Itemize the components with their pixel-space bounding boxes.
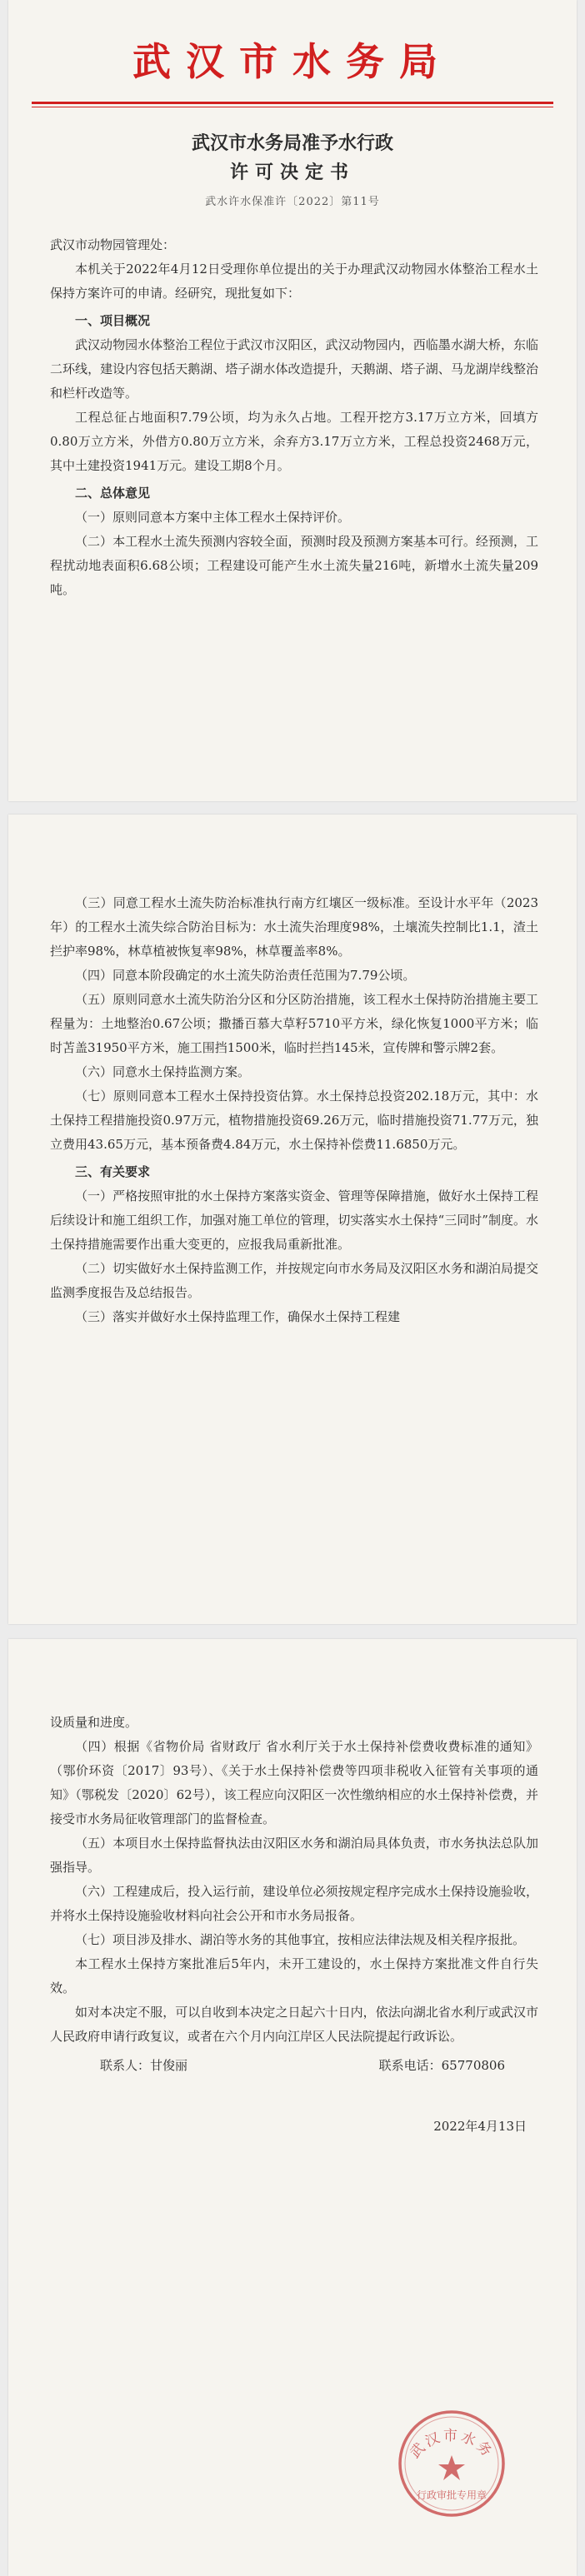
paragraph: 工程总征占地面积7.79公顷，均为永久占地。工程开挖方3.17万立方米，回填方0.80万立方米，外借方0.80万立方米，余弃方3.17万立方米，工程总投资2468万元，其中土建投资1941万元。建设工期8个月。 xyxy=(50,410,538,474)
document-number: 武水许水保准许〔2022〕第11号 xyxy=(205,196,380,209)
seal-bottom-text: 行政审批专用章 xyxy=(416,2489,488,2501)
paragraph: 武汉动物园水体整治工程位于武汉市汉阳区，武汉动物园内，西临墨水湖大桥，东临二环线，建设内容包括天鹅湖、塔子湖水体改造提升，天鹅湖、塔子湖、马龙湖岸线整治和栏杆改造等。 xyxy=(50,337,538,401)
section-heading: 一、项目概况 xyxy=(75,313,151,329)
issue-date: 2022年4月13日 xyxy=(433,2119,527,2134)
contact-row xyxy=(50,2054,538,2078)
document-page-3 xyxy=(8,1639,577,2576)
paragraph: （三）落实并做好水土保持监理工作，确保水土保持工程建 xyxy=(75,1309,401,1324)
paragraph: （五）原则同意水土流失防治分区和分区防治措施，该工程水土保持防治措施主要工程量为：土地整治0.67公顷；撒播百慕大草籽5710平方米，绿化恢复1000平方米；临时苫盖31950平方米，施工围挡1500米，临时拦挡145米，宣传牌和警示牌2套。 xyxy=(50,992,538,1055)
paragraph: （四）同意本阶段确定的水土流失防治责任范围为7.79公顷。 xyxy=(75,968,416,983)
document-page-2 xyxy=(8,815,577,1624)
contact-phone: 联系电话：65770806 xyxy=(378,2058,505,2073)
paragraph: （七）项目涉及排水、湖泊等水务的其他事宜，按相应法律法规及相关程序报批。 xyxy=(75,1932,526,1947)
paragraph: （六）同意水土保持监测方案。 xyxy=(75,1064,251,1079)
paragraph: 本机关于2022年4月12日受理你单位提出的关于办理武汉动物园水体整治工程水土保持方案许可的申请。经研究，现批复如下： xyxy=(50,262,538,301)
contact-person: 联系人：甘俊丽 xyxy=(100,2058,188,2073)
page-fade xyxy=(8,815,577,845)
red-divider xyxy=(32,102,553,104)
paragraph: （二）本工程水土流失预测内容较全面，预测时段及预测方案基本可行。经预测，工程扰动地表面积6.68公顷；工程建设可能产生水土流失量216吨，新增水土流失量209吨。 xyxy=(50,534,538,598)
paragraph: 本工程水土保持方案批准后5年内，未开工建设的，水土保持方案批准文件自行失效。 xyxy=(50,1956,538,1996)
document-subtitle: 许可决定书 xyxy=(229,162,355,184)
salutation: 武汉市动物园管理处： xyxy=(50,237,176,253)
letterhead: 武汉市水务局 xyxy=(132,39,452,84)
section-heading: 二、总体意见 xyxy=(75,486,151,501)
paragraph: 如对本决定不服，可以自收到本决定之日起六十日内，依法向湖北省水利厅或武汉市人民政府申请行政复议，或者在六个月内向江岸区人民法院提起行政诉讼。 xyxy=(50,2005,538,2044)
paragraph: （三）同意工程水土流失防治标准执行南方红壤区一级标准。至设计水平年（2023年）的工程水土流失综合防治目标为：水土流失治理度98%，土壤流失控制比1.1，渣土拦护率98%，林草植被恢复率98%，林草覆盖率8%。 xyxy=(50,895,538,959)
paragraph: （一）原则同意本方案中主体工程水土保持评价。 xyxy=(75,510,351,526)
seal-top-text: 武汉市水务 xyxy=(407,2428,497,2462)
paragraph: （四）根据《省物价局 省财政厅 省水利厅关于水土保持补偿费收费标准的通知》（鄂价环资〔2017〕93号）、《关于水土保持补偿费等四项非税收入征管有关事项的通知》（鄂税发〔2020〕62号），该工程应向汉阳区一次性缴纳相应的水土保持补偿费，并接受市水务局征收管理部门的监督检查。 xyxy=(50,1739,538,1826)
paragraph: （二）切实做好水土保持监测工作，并按规定向市水务局及汉阳区水务和湖泊局提交监测季度报告及总结报告。 xyxy=(50,1261,538,1300)
document-title: 武汉市水务局准予水行政 xyxy=(191,132,393,154)
section-heading: 三、有关要求 xyxy=(75,1164,151,1179)
official-seal-icon xyxy=(393,2405,510,2522)
paragraph: （六）工程建成后，投入运行前，建设单位必须按规定程序完成水土保持设施验收，并将水土保持设施验收材料向社会公开和市水务局报备。 xyxy=(50,1884,538,1923)
paragraph: （一）严格按照审批的水土保持方案落实资金、管理等保障措施，做好水土保持工程后续设计和施工组织工作，加强对施工单位的管理，切实落实水土保持“三同时”制度。水土保持措施需要作出重大变更的，应报我局重新批准。 xyxy=(50,1188,538,1252)
paragraph: （七）原则同意本工程水土保持投资估算。水土保持总投资202.18万元，其中：水土保持工程措施投资0.97万元，植物措施投资69.26万元，临时措施投资71.77万元，独立费用43.65万元，基本预备费4.84万元，水土保持补偿费11.6850万元。 xyxy=(50,1089,538,1152)
paragraph: （五）本项目水土保持监督执法由汉阳区水务和湖泊局具体负责，市水务执法总队加强指导。 xyxy=(50,1836,538,1875)
document-page-1 xyxy=(8,0,577,801)
paragraph: 设质量和进度。 xyxy=(50,1715,138,1730)
